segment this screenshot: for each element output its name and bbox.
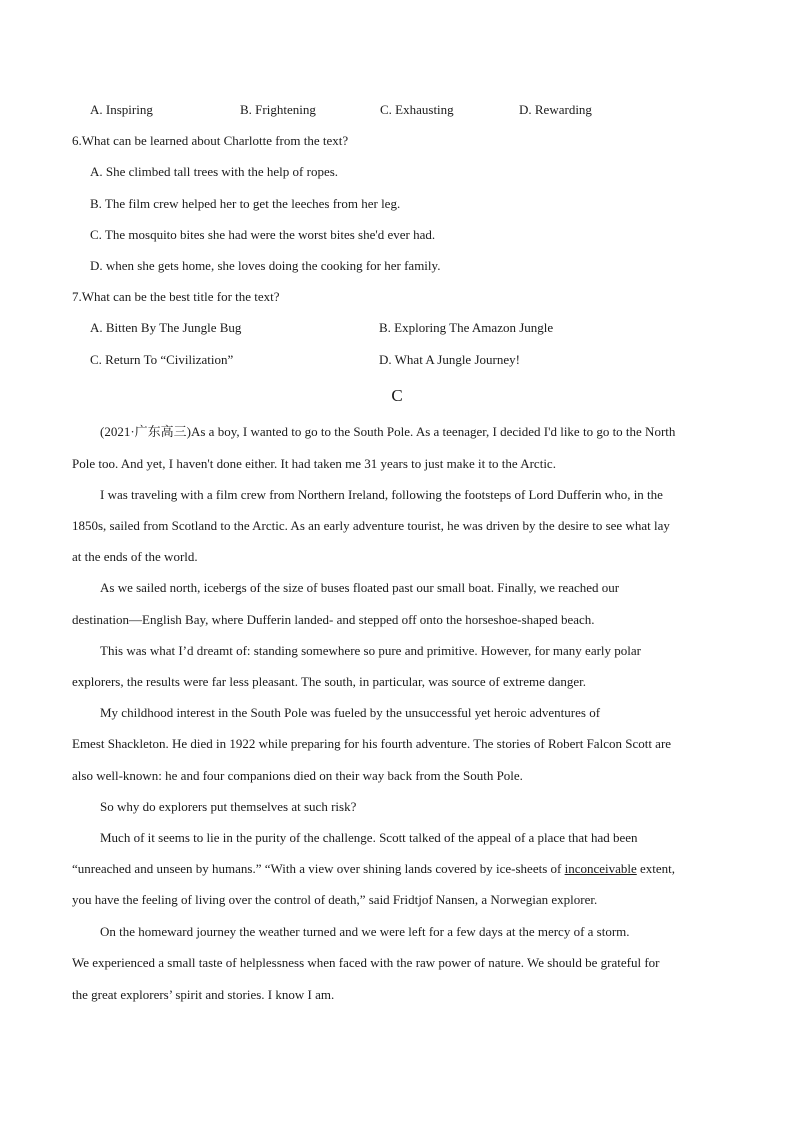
passage-line: We experienced a small taste of helplessness when faced with the raw power of nature. We should be grateful for <box>72 955 660 970</box>
passage-line <box>72 861 675 877</box>
underlined-word: inconceivable <box>564 861 637 876</box>
q7-option-c: C. Return To “Civilization” <box>90 352 234 367</box>
passage-line: at the ends of the world. <box>72 549 198 564</box>
passage-line: the great explorers’ spirit and stories. I know I am. <box>72 987 335 1002</box>
q5-option-a: A. Inspiring <box>90 102 153 117</box>
q6-question: 6.What can be learned about Charlotte from the text? <box>72 133 349 148</box>
passage-line: My childhood interest in the South Pole was fueled by the unsuccessful yet heroic adventures of <box>100 705 601 720</box>
q6-option-c: C. The mosquito bites she had were the worst bites she'd ever had. <box>90 227 436 242</box>
passage-line: 1850s, sailed from Scotland to the Arctic. As an early adventure tourist, he was driven by the desire to see what lay <box>72 518 670 533</box>
q6-option-a: A. She climbed tall trees with the help of ropes. <box>90 164 339 179</box>
q5-option-b: B. Frightening <box>240 102 316 117</box>
passage-line: (2021·广东高三)As a boy, I wanted to go to the South Pole. As a teenager, I decided I'd like to go to the North <box>100 424 676 439</box>
q6-option-b: B. The film crew helped her to get the leeches from her leg. <box>90 196 401 211</box>
passage-text: extent, <box>636 861 676 876</box>
q5-option-c: C. Exhausting <box>380 102 454 117</box>
passage-line: explorers, the results were far less pleasant. The south, in particular, was source of extreme danger. <box>72 674 587 689</box>
passage-line: also well-known: he and four companions died on their way back from the South Pole. <box>72 768 523 783</box>
passage-line: you have the feeling of living over the control of death,” said Fridtjof Nansen, a Norwegian explorer. <box>72 892 598 907</box>
passage-line: This was what I’d dreamt of: standing somewhere so pure and primitive. However, for many early polar <box>100 643 641 658</box>
q7-option-b: B. Exploring The Amazon Jungle <box>379 320 554 335</box>
q6-option-d: D. when she gets home, she loves doing the cooking for her family. <box>90 258 441 273</box>
passage-line: I was traveling with a film crew from Northern Ireland, following the footsteps of Lord Dufferin who, in the <box>100 487 663 502</box>
q7-option-a: A. Bitten By The Jungle Bug <box>90 320 242 335</box>
passage-line: On the homeward journey the weather turned and we were left for a few days at the mercy of a storm. <box>100 924 630 939</box>
passage-text: “unreached and unseen by humans.” “With a view over shining lands covered by ice-sheets of <box>72 861 562 876</box>
passage-line: Emest Shackleton. He died in 1922 while preparing for his fourth adventure. The stories of Robert Falcon Scott are <box>72 736 672 751</box>
q7-option-d: D. What A Jungle Journey! <box>379 352 520 367</box>
passage-line: As we sailed north, icebergs of the size of buses floated past our small boat. Finally, we reached our <box>100 580 620 595</box>
q5-option-d: D. Rewarding <box>519 102 592 117</box>
passage-line: So why do explorers put themselves at such risk? <box>100 799 357 814</box>
passage-line: destination—English Bay, where Dufferin landed- and stepped off onto the horseshoe-shaped beach. <box>72 612 595 627</box>
q7-question: 7.What can be the best title for the text? <box>72 289 280 304</box>
passage-line: Much of it seems to lie in the purity of the challenge. Scott talked of the appeal of a place that had been <box>100 830 638 845</box>
section-heading: C <box>391 386 403 405</box>
passage-line: Pole too. And yet, I haven't done either. It had taken me 31 years to just make it to the Arctic. <box>72 456 556 471</box>
